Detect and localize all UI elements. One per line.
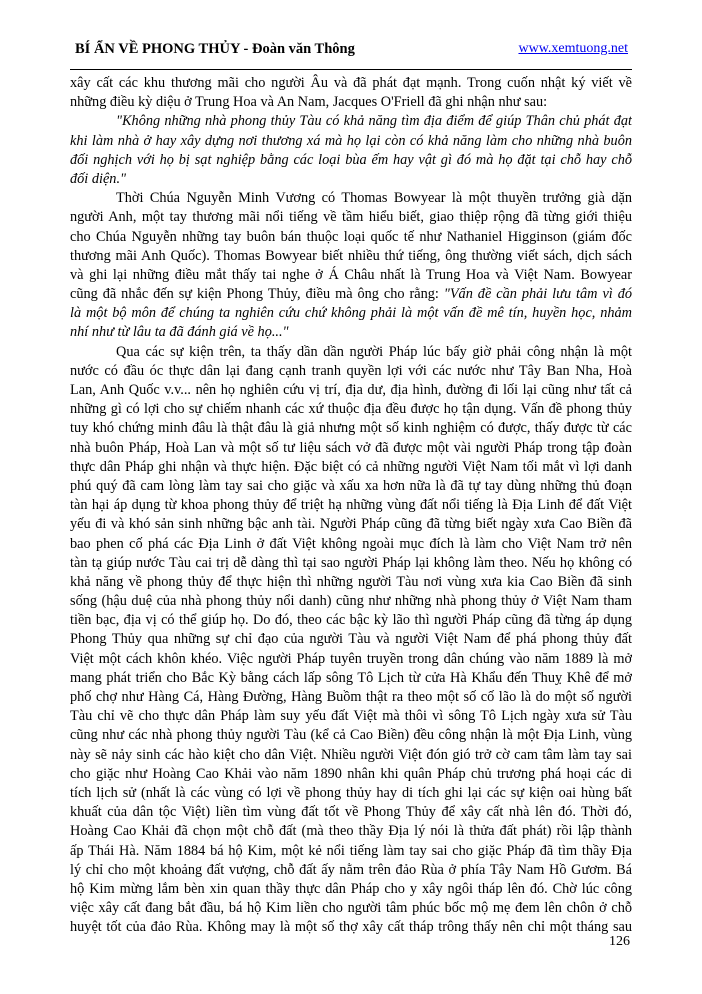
quote-line: "Không những nhà phong thủy Tàu có khả năng tìm địa điểm để giúp Thân chủ phát đạt: [116, 113, 632, 130]
text-line-mixed: [70, 285, 632, 304]
page-header: [75, 41, 628, 61]
website-link[interactable]: www.xemtuong.net: [518, 41, 628, 56]
quote-line: là một bộ môn để chúng ta nghiên cứu chứ không phải là một vấn đề mê tín, huyền học, nhảm: [70, 305, 632, 322]
text-line: yếu đi và khó sản sinh những bậc anh tài. Người Pháp cũng đã từng biết ngày xưa Cao Biền đã: [70, 516, 632, 533]
text-line: những điều kỳ diệu ở Trung Hoa và An Nam, Jacques O'Friell đã ghi nhận như sau:: [70, 94, 548, 111]
text-line: Tàu chỉ vẽ cho thực dân Pháp làm suy yếu đất Việt mà thôi vì sông Tô Lịch ngày xưa sử Tàu: [70, 708, 632, 725]
text-line: tiền bạc, địa vị có thể giúp họ. Do đó, theo các bậc kỳ lão thì người Pháp cũng đã từng áp dụng: [70, 612, 632, 629]
text-line: người Anh, một tay thương mãi nổi tiếng về tầm hiểu biết, giao thiệp rộng đã từng giới thiệu: [70, 209, 632, 226]
text-line: những gì có lợi cho sự chiếm nhanh các xứ thuộc địa đều được họ tận dụng. Vấn đề phong thủy: [70, 401, 632, 418]
text-line: cho Chúa Nguyễn những tay buôn bán thuộc loại quốc tế như Nathaniel Higginson (giám đốc: [70, 228, 632, 245]
text-line: thực dân Pháp ghi nhận và thực hiện. Đặc biệt có cả những người Việt Nam tối mắt vì lợi danh: [70, 458, 632, 475]
quote-line: nhí như từ lâu ta đã đánh giá về họ...": [70, 324, 289, 341]
text-line: xây cất các khu thương mãi cho người Âu và đã phát đạt mạnh. Trong cuốn nhật ký viết về: [70, 75, 632, 91]
text-line: bao phen cố phá các Địa Linh ở đất Việt không ngoài mục đích là làm cho Việt Nam trở nên: [70, 535, 632, 552]
quote-line: đối nghịch với họ bị sạt nghiệp bằng các loại bùa ếm hay vật gì đó mà họ đặt tại chỗ hay chỗ: [70, 151, 632, 168]
text-line: sống (hậu duệ của nhà phong thủy nổi danh) cũng như những nhà phong thủy ở Việt Nam tham: [70, 593, 632, 610]
text-line: mang phát triển cho Bắc Kỳ bằng cách lấp sông Tô Lịch từ cửa Hà Khẩu đến Thuỵ Khê để mở: [70, 669, 632, 686]
text-line: Lan, Anh Quốc v.v... nên họ nghiên cứu vị trí, địa dư, địa hình, đường đi lối lại cũng như tất cả: [70, 382, 632, 398]
text-span: cũng đã nhắc đến sự kiện Phong Thủy, điều mà ông cho rằng:: [70, 286, 444, 303]
text-line: việc xây cất đang bắt đầu, bá hộ Kim liền cho người tâm phúc bốc mộ mẹ đem lên chôn ở chỗ: [70, 900, 632, 917]
text-line: phú quý đã cam lòng làm tay sai cho giặc và xấu xa hơn nữa là đã tự tay dùng những thủ đoạn: [70, 477, 632, 494]
header-divider: [70, 69, 632, 70]
quote-line: đối diện.": [70, 170, 127, 187]
text-line: phố chợ như Hàng Cá, Hàng Đường, Hàng Buồm thật ra theo một số cố lão là do một số người: [70, 689, 632, 705]
text-line: huyệt tốt của đảo Rùa. Không may là một số thợ xây cất tháp trông thấy nên chỉ một tháng sau: [70, 919, 632, 936]
text-line: Qua các sự kiện trên, ta thấy dần dần người Pháp lúc bấy giờ phải công nhận là một: [116, 343, 632, 360]
text-line: nhà buôn Pháp, Hoà Lan và một số tư liệu sách vở đã được một vài người Pháp trong tập đoàn: [70, 439, 632, 456]
page-number: 126: [609, 934, 630, 949]
text-line: lý chỉ cho một khoảng đất vượng, chỗ đất ấy nằm trên đảo Rùa ở phía Tây Nam Hồ Gươm. Bá: [70, 861, 632, 878]
text-line: cho giặc như Hoàng Cao Khải vào năm 1890 nhân khi quân Pháp chủ trương phá hoại các di: [70, 765, 632, 782]
text-line: và ghi lại những điều mắt thấy tai nghe ở Á Châu nhất là Trung Hoa và Việt Nam. Bowyear: [70, 266, 632, 283]
text-line: nước có đầu óc thực dân lại đang cạnh tranh quyền lợi với các nước như Tây Ban Nha, Hoà: [70, 362, 632, 379]
text-line: Việt một cách khôn khéo. Việc người Pháp tuyên truyền trong dân chúng vào năm 1889 là mở: [70, 650, 632, 667]
document-body: [70, 74, 632, 937]
quote-span: "Vấn đề cần phải lưu tâm vì đó: [443, 286, 632, 303]
text-line: tuy khó chứng minh đâu là thật đâu là giả nhưng một số kinh nghiệm có được, thấy được từ các: [70, 420, 632, 437]
text-line: thương mãi Anh Quốc). Thomas Bowyear biết nhiều thứ tiếng, ông thường viết sách, dịch sách: [70, 247, 632, 264]
text-line: tàn tạ giúp nước Tàu cai trị dễ dàng thì tại sao người Pháp lại không làm theo. Nếu họ không có: [70, 554, 632, 571]
text-line: Hoàng Cao Khải đã chọn một chỗ đất (mà theo thầy Địa lý nói là thửa đất phát) rồi lập thành: [70, 823, 632, 840]
quote-line: khi làm nhà ở hay xây dựng nơi thương xá mà họ lại còn có khả năng làm cho những nhà buôn: [70, 132, 632, 149]
text-line: hộ Kim mừng lắm bèn xin quan thầy thực dân Pháp cho y xây ngôi tháp lên đó. Chờ lúc công: [70, 880, 632, 897]
text-line: ấp Thái Hà. Năm 1884 bá hộ Kim, một kẻ nổi tiếng làm tay sai cho giặc Pháp đã tìm thầy Địa: [70, 842, 632, 859]
text-line: khuất của dân tộc Việt) liền tìm vùng đất tốt về Phong Thủy để xây cất nhà lên đó. Thời đó,: [70, 804, 632, 821]
text-line: này sẽ nảy sinh các hào kiệt cho dân Việt. Nhiều người Việt đón gió trở cờ cam tâm làm tay sai: [70, 746, 632, 763]
text-line: Thời Chúa Nguyễn Minh Vương có Thomas Bowyear là một thuyền trưởng già dặn: [116, 190, 632, 207]
text-line: Phong Thủy qua những sự chỉ đạo của người Tàu và người Việt Nam để phá phong thủy đất: [70, 631, 632, 648]
text-line: khả năng về phong thủy để thực hiện thì những người Tàu nơi vùng xưa kia Cao Biền đã sinh: [70, 573, 632, 590]
text-line: tàn hại áp dụng từ khoa phong thủy để triệt hạ những vùng đất nổi tiếng là Địa Linh để đất Việt: [70, 497, 632, 514]
text-line: cũng như các nhà phong thủy người Tàu (kể cả Cao Biền) đều công nhận là một Địa Linh, vùng: [70, 727, 632, 744]
text-line: tích lịch sử (nhất là các vùng có lợi về phong thủy hay di tích ghi lại các sự kiện oai hùng bất: [70, 784, 632, 801]
book-title: BÍ ẨN VỀ PHONG THỦY - Đoàn văn Thông: [75, 41, 355, 57]
